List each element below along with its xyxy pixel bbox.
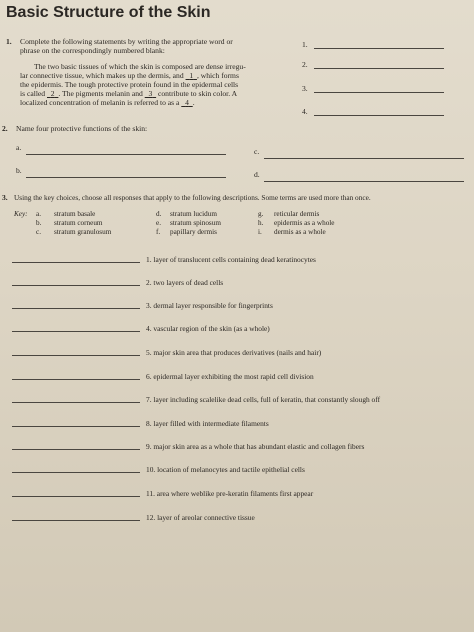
item-description: 5. major skin area that produces derivatives (nails and hair) (146, 348, 322, 357)
key-term-d: stratum lucidum (170, 210, 217, 218)
list-item (0, 323, 474, 335)
section-3-number: 3. (2, 193, 8, 202)
answer-blank-3-8[interactable] (12, 426, 140, 427)
function-line-b[interactable] (26, 177, 226, 178)
key-letter-i: i. (258, 228, 262, 236)
function-line-d[interactable] (264, 181, 464, 182)
paragraph-line-5: localized concentration of melanin is referred to as a 4 . (20, 98, 195, 107)
list-item (0, 441, 474, 453)
list-item (0, 512, 474, 524)
item-description: 3. dermal layer responsible for fingerprints (146, 301, 273, 310)
paragraph-line-2: lar connective tissue, which makes up the dermis, and 1 , which forms (20, 71, 239, 80)
key-letter-e: e. (156, 219, 161, 227)
paragraph-blank-1: 1 (189, 71, 194, 80)
list-item (0, 464, 474, 476)
key-letter-a: a. (36, 210, 41, 218)
paragraph-line-4: is called 2 . The pigments melanin and 3 contribute to skin color. A (20, 89, 238, 98)
section-1-instruction-line-1: Complete the following statements by writing the appropriate word or (20, 37, 233, 46)
answer-blank-3-2[interactable] (12, 285, 140, 286)
section-1-number: 1. (6, 37, 12, 46)
key-term-f: papillary dermis (170, 228, 217, 236)
item-description: 1. layer of translucent cells containing dead keratinocytes (146, 255, 316, 264)
key-term-a: stratum basale (54, 210, 96, 218)
item-description: 10. location of melanocytes and tactile epithelial cells (146, 465, 305, 474)
list-item (0, 418, 474, 430)
key-letter-f: f. (156, 228, 161, 236)
section-3-instruction: Using the key choices, choose all responses that apply to the following descriptions. Some terms are used more than once. (14, 193, 371, 202)
function-label-a: a. (16, 143, 22, 152)
answer-blank-3-9[interactable] (12, 449, 140, 450)
list-item (0, 394, 474, 406)
answer-blank-3-3[interactable] (12, 308, 140, 309)
item-description: 4. vascular region of the skin (as a whole) (146, 324, 270, 333)
item-description: 11. area where weblike pre-keratin filaments first appear (146, 489, 314, 498)
answer-line-2[interactable] (314, 68, 444, 69)
item-description: 12. layer of areolar connective tissue (146, 513, 255, 522)
key-term-h: epidermis as a whole (274, 219, 335, 227)
function-label-b: b. (16, 166, 22, 175)
answer-label-4: 4. (302, 107, 308, 116)
paragraph-blank-2: 2 (50, 89, 55, 98)
key-letter-g: g. (258, 210, 264, 218)
section-2-instruction: Name four protective functions of the skin: (16, 124, 148, 133)
answer-label-3: 3. (302, 84, 308, 93)
item-description: 9. major skin area as a whole that has abundant elastic and collagen fibers (146, 442, 365, 451)
key-term-g: reticular dermis (274, 210, 320, 218)
list-item (0, 347, 474, 359)
answer-line-3[interactable] (314, 92, 444, 93)
answer-blank-3-5[interactable] (12, 355, 140, 356)
answer-line-4[interactable] (314, 115, 444, 116)
function-label-d: d. (254, 170, 260, 179)
answer-blank-3-6[interactable] (12, 379, 140, 380)
function-label-c: c. (254, 147, 260, 156)
section-2-number: 2. (2, 124, 8, 133)
key-letter-d: d. (156, 210, 162, 218)
item-description: 8. layer filled with intermediate filaments (146, 419, 269, 428)
key-letter-c: c. (36, 228, 41, 236)
answer-line-1[interactable] (314, 48, 444, 49)
key-term-b: stratum corneum (54, 219, 103, 227)
paragraph-line-1: The two basic tissues of which the skin is composed are dense irregu- (34, 62, 246, 71)
section-1-instruction-line-2: phrase on the correspondingly numbered blank: (20, 46, 165, 55)
key-term-i: dermis as a whole (274, 228, 326, 236)
answer-label-2: 2. (302, 60, 308, 69)
answer-blank-3-1[interactable] (12, 262, 140, 263)
key-letter-h: h. (258, 219, 264, 227)
list-item (0, 300, 474, 312)
list-item (0, 254, 474, 266)
paragraph-line-3: the epidermis. The tough protective protein found in the epidermal cells (20, 80, 239, 89)
answer-blank-3-12[interactable] (12, 520, 140, 521)
list-item (0, 371, 474, 383)
key-label: Key: (14, 210, 28, 218)
answer-blank-3-7[interactable] (12, 402, 140, 403)
paragraph-blank-3: 3 (148, 89, 153, 98)
answer-blank-3-11[interactable] (12, 496, 140, 497)
key-letter-b: b. (36, 219, 42, 227)
answer-label-1: 1. (302, 40, 308, 49)
item-description: 7. layer including scalelike dead cells, full of keratin, that constantly slough off (146, 395, 381, 404)
page-title: Basic Structure of the Skin (6, 4, 211, 21)
item-description: 6. epidermal layer exhibiting the most rapid cell division (146, 372, 314, 381)
list-item (0, 277, 474, 289)
item-description: 2. two layers of dead cells (146, 278, 224, 287)
key-term-e: stratum spinosum (170, 219, 221, 227)
paragraph-blank-4: 4 (185, 98, 189, 107)
answer-blank-3-4[interactable] (12, 331, 140, 332)
function-line-a[interactable] (26, 154, 226, 155)
function-line-c[interactable] (264, 158, 464, 159)
list-item (0, 488, 474, 500)
key-term-c: stratum granulosum (54, 228, 112, 236)
answer-blank-3-10[interactable] (12, 472, 140, 473)
